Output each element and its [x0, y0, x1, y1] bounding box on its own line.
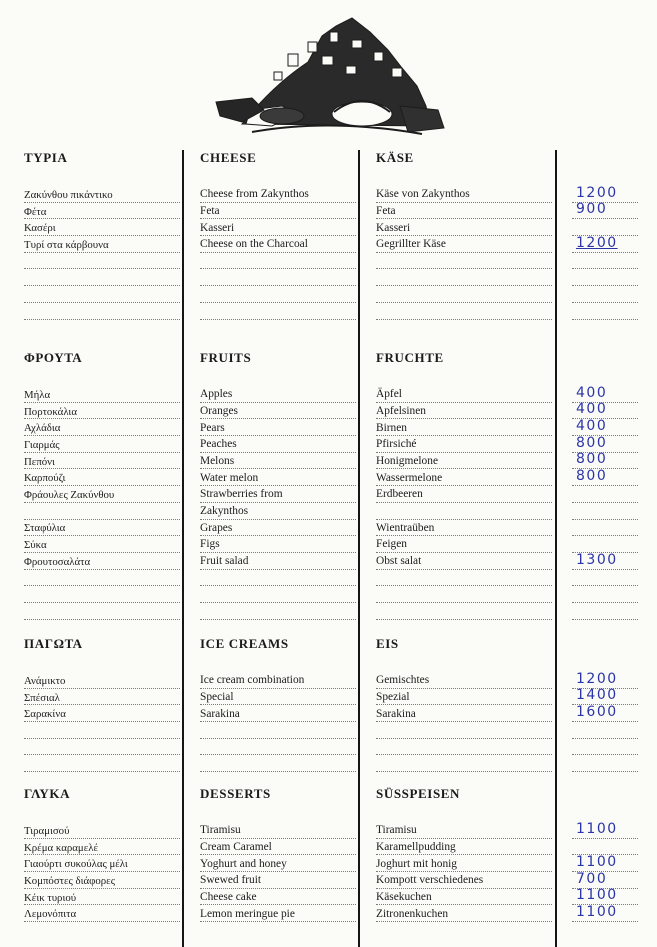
handwritten-price: 1200 — [576, 234, 618, 251]
menu-row — [376, 236, 552, 253]
item-name-english: Grapes — [200, 521, 233, 534]
menu-row — [200, 689, 356, 706]
item-name-greek: Τιραμισού — [24, 824, 70, 837]
item-name-english: Melons — [200, 455, 235, 468]
item-name-greek: Γιαούρτι συκούλας μέλι — [24, 858, 128, 871]
item-name-english: Sarakina — [200, 707, 240, 720]
item-name-german: Käse von Zakynthos — [376, 188, 470, 201]
menu-row — [572, 503, 638, 520]
item-list — [376, 672, 552, 772]
menu-row — [376, 586, 552, 603]
item-name-german: Wientraüben — [376, 521, 435, 534]
item-name-english: Ice cream combination — [200, 674, 305, 687]
menu-row — [572, 386, 638, 403]
item-name-greek: Καρπούζι — [24, 472, 66, 485]
menu-row — [24, 503, 180, 520]
handwritten-price: 700 — [576, 870, 608, 887]
menu-row — [572, 486, 638, 503]
menu-row — [572, 236, 638, 253]
menu-row — [572, 586, 638, 603]
menu-row — [572, 203, 638, 220]
menu-row — [200, 553, 356, 570]
menu-row — [572, 905, 638, 922]
icecream-heading-english: ICE CREAMS — [200, 636, 289, 651]
item-name-english: Peaches — [200, 438, 237, 451]
menu-row — [376, 436, 552, 453]
desserts-heading-german: SÜSSPEISEN — [376, 786, 461, 801]
menu-row — [376, 503, 552, 520]
menu-row — [24, 236, 180, 253]
price-column — [572, 150, 638, 947]
item-name-german: Joghurt mit honig — [376, 857, 458, 870]
item-list — [24, 386, 180, 620]
handwritten-price: 1100 — [576, 854, 618, 871]
menu-row — [572, 520, 638, 537]
icecream-heading-german: EIS — [376, 636, 399, 651]
item-name-english: Swewed fruit — [200, 874, 262, 887]
menu-row — [200, 303, 356, 320]
item-name-german: Feigen — [376, 538, 408, 551]
menu-row — [24, 253, 180, 270]
item-name-german: Feta — [376, 204, 396, 217]
menu-row — [200, 586, 356, 603]
menu-row — [200, 219, 356, 236]
menu-row — [200, 436, 356, 453]
item-list — [572, 186, 638, 320]
item-name-english: Cheese on the Charcoal — [200, 238, 308, 251]
menu-row — [376, 570, 552, 587]
item-name-german: Wassermelone — [376, 471, 443, 484]
item-list — [376, 386, 552, 620]
menu-row — [200, 755, 356, 772]
item-name-english: Apples — [200, 388, 233, 401]
item-name-greek: Πεπόνι — [24, 455, 55, 468]
menu-row — [24, 586, 180, 603]
item-name-greek: Σύκα — [24, 539, 47, 552]
menu-row — [572, 186, 638, 203]
handwritten-price: 1400 — [576, 687, 618, 704]
icecream-heading-greek: ΠΑΓΩΤΑ — [24, 636, 83, 651]
menu-row — [376, 486, 552, 503]
menu-row — [24, 905, 180, 922]
item-name-greek: Λεμονόπιτα — [24, 908, 77, 921]
item-name-greek: Φράουλες Ζακύνθου — [24, 489, 115, 502]
menu-row — [24, 889, 180, 906]
item-name-english: Water melon — [200, 471, 259, 484]
menu-row — [572, 553, 638, 570]
menu-row — [200, 469, 356, 486]
menu-row — [24, 839, 180, 856]
menu-row — [200, 536, 356, 553]
menu-row — [200, 236, 356, 253]
item-name-german: Äpfel — [376, 388, 402, 401]
item-list — [572, 822, 638, 922]
menu-row — [376, 739, 552, 756]
menu-row — [24, 219, 180, 236]
harbour-town-illustration — [212, 6, 448, 138]
menu-row — [376, 689, 552, 706]
item-name-english: Strawberries from — [200, 488, 283, 501]
menu-row — [376, 303, 552, 320]
german-column — [376, 150, 552, 947]
menu-row — [24, 269, 180, 286]
item-name-german: Obst salat — [376, 555, 422, 568]
menu-row — [376, 419, 552, 436]
menu-row — [24, 672, 180, 689]
menu-row — [376, 755, 552, 772]
fruits-heading-english: FRUITS — [200, 350, 252, 365]
menu-row — [24, 203, 180, 220]
item-name-german: Gemischtes — [376, 674, 430, 687]
item-name-greek: Ανάμικτο — [24, 674, 66, 687]
menu-row — [200, 705, 356, 722]
handwritten-price: 400 — [576, 401, 608, 418]
english-column — [200, 150, 356, 947]
menu-row — [572, 436, 638, 453]
menu-row — [24, 689, 180, 706]
menu-row — [376, 722, 552, 739]
menu-row — [200, 603, 356, 620]
item-name-greek: Ζακύνθου πικάντικο — [24, 188, 113, 201]
menu-row — [24, 520, 180, 537]
menu-row — [200, 889, 356, 906]
item-name-english: Yoghurt and honey — [200, 857, 287, 870]
menu-row — [200, 855, 356, 872]
item-list — [200, 386, 356, 620]
menu-row — [24, 722, 180, 739]
menu-row — [200, 672, 356, 689]
menu-row — [572, 286, 638, 303]
fruits-heading-greek: ΦΡΟΥΤΑ — [24, 350, 83, 365]
menu-row — [376, 705, 552, 722]
item-name-greek: Αχλάδια — [24, 422, 61, 435]
desserts-heading-english: DESSERTS — [200, 786, 271, 801]
menu-row — [376, 855, 552, 872]
item-name-greek: Γιαρμάς — [24, 438, 60, 451]
menu-row — [376, 822, 552, 839]
menu-row — [572, 672, 638, 689]
item-name-german: Honigmelone — [376, 455, 439, 468]
menu-row — [376, 219, 552, 236]
menu-row — [24, 436, 180, 453]
menu-row — [572, 603, 638, 620]
menu-row — [200, 722, 356, 739]
menu-row — [24, 570, 180, 587]
cheese-heading-english: CHEESE — [200, 150, 257, 165]
menu-row — [24, 386, 180, 403]
menu-row — [376, 403, 552, 420]
handwritten-price: 800 — [576, 451, 608, 468]
item-name-english: Lemon meringue pie — [200, 907, 295, 920]
menu-row — [200, 905, 356, 922]
column-divider — [182, 150, 184, 947]
item-list — [200, 186, 356, 320]
menu-row — [24, 705, 180, 722]
item-list — [572, 386, 638, 620]
menu-row — [200, 520, 356, 537]
menu-row — [24, 553, 180, 570]
menu-row — [24, 739, 180, 756]
item-name-greek: Πορτοκάλια — [24, 405, 77, 418]
menu-row — [24, 403, 180, 420]
menu-row — [200, 186, 356, 203]
handwritten-price: 1200 — [576, 184, 618, 201]
menu-row — [200, 269, 356, 286]
menu-row — [376, 553, 552, 570]
menu-row — [572, 403, 638, 420]
menu-row — [572, 755, 638, 772]
item-name-english: Kasseri — [200, 221, 235, 234]
cheese-heading-german: KÄSE — [376, 150, 414, 165]
menu-row — [200, 739, 356, 756]
menu-row — [24, 186, 180, 203]
menu-row — [572, 253, 638, 270]
menu-row — [572, 839, 638, 856]
item-name-german: Apfelsinen — [376, 404, 426, 417]
menu-row — [376, 839, 552, 856]
item-list — [376, 186, 552, 320]
menu-row — [24, 822, 180, 839]
menu-row — [572, 570, 638, 587]
item-name-german: Sarakina — [376, 707, 416, 720]
handwritten-price: 800 — [576, 434, 608, 451]
item-name-english: Figs — [200, 538, 220, 551]
fruits-heading-german: FRUCHTE — [376, 350, 444, 365]
item-list — [200, 672, 356, 772]
item-name-english: Pears — [200, 421, 225, 434]
item-name-german: Birnen — [376, 421, 408, 434]
menu-row — [572, 705, 638, 722]
menu-row — [572, 689, 638, 706]
menu-row — [376, 889, 552, 906]
menu-row — [200, 503, 356, 520]
menu-row — [200, 453, 356, 470]
handwritten-price: 1200 — [576, 670, 618, 687]
menu-row — [376, 269, 552, 286]
menu-row — [572, 722, 638, 739]
item-name-german: Zitronenkuchen — [376, 907, 449, 920]
item-name-german: Käsekuchen — [376, 891, 432, 904]
item-name-german: Karamellpudding — [376, 840, 456, 853]
handwritten-price: 1300 — [576, 551, 618, 568]
menu-row — [376, 453, 552, 470]
menu-row — [200, 839, 356, 856]
item-name-english: Fruit salad — [200, 555, 249, 568]
handwritten-price: 900 — [576, 201, 608, 218]
menu-row — [200, 403, 356, 420]
item-name-greek: Τυρί στα κάρβουνα — [24, 238, 109, 251]
menu-row — [24, 536, 180, 553]
menu-row — [24, 872, 180, 889]
menu-row — [24, 603, 180, 620]
item-name-english: Cheese cake — [200, 891, 257, 904]
item-name-german: Tiramisu — [376, 824, 417, 837]
menu-row — [376, 253, 552, 270]
item-list — [24, 186, 180, 320]
handwritten-price: 400 — [576, 418, 608, 435]
item-list — [572, 672, 638, 772]
column-divider — [555, 150, 557, 947]
handwritten-price: 400 — [576, 384, 608, 401]
item-name-greek: Σπέσιαλ — [24, 691, 60, 704]
item-name-german: Gegrillter Käse — [376, 238, 446, 251]
menu-row — [24, 469, 180, 486]
menu-row — [200, 419, 356, 436]
menu-row — [376, 672, 552, 689]
menu-row — [572, 855, 638, 872]
menu-row — [376, 603, 552, 620]
item-name-greek: Κασέρι — [24, 222, 56, 235]
menu-row — [24, 286, 180, 303]
item-name-german: Pfirsiché — [376, 438, 417, 451]
menu-row — [24, 453, 180, 470]
menu-row — [572, 269, 638, 286]
item-name-german: Erdbeeren — [376, 488, 423, 501]
item-name-greek: Κέικ τυριού — [24, 891, 77, 904]
item-name-english: Cheese from Zakynthos — [200, 188, 309, 201]
handwritten-price: 1100 — [576, 820, 618, 837]
item-list — [24, 822, 180, 922]
menu-row — [376, 203, 552, 220]
item-name-english: Special — [200, 690, 234, 703]
handwritten-price: 1600 — [576, 704, 618, 721]
item-name-english: Zakynthos — [200, 505, 249, 518]
menu-row — [572, 453, 638, 470]
item-list — [200, 822, 356, 922]
item-name-english: Oranges — [200, 404, 238, 417]
menu-row — [572, 469, 638, 486]
menu-row — [376, 872, 552, 889]
menu-row — [572, 872, 638, 889]
item-name-greek: Φέτα — [24, 205, 47, 218]
item-name-english: Tiramisu — [200, 824, 241, 837]
menu-row — [572, 889, 638, 906]
menu-row — [200, 386, 356, 403]
menu-row — [24, 303, 180, 320]
item-name-greek: Σταφύλια — [24, 522, 66, 535]
item-name-english: Cream Caramel — [200, 840, 272, 853]
handwritten-price: 1100 — [576, 904, 618, 921]
menu-row — [376, 186, 552, 203]
menu-row — [200, 253, 356, 270]
menu-row — [376, 905, 552, 922]
greek-column — [24, 150, 180, 947]
item-name-german: Kasseri — [376, 221, 411, 234]
column-divider — [358, 150, 360, 947]
item-name-greek: Φρουτοσαλάτα — [24, 555, 91, 568]
item-name-greek: Κρέμα καραμελέ — [24, 841, 99, 854]
menu-row — [376, 469, 552, 486]
menu-row — [200, 286, 356, 303]
item-name-greek: Κομπόστες διάφορες — [24, 874, 115, 887]
item-name-english: Feta — [200, 204, 220, 217]
cheese-heading-greek: ΤΥΡΙΑ — [24, 150, 68, 165]
menu-row — [376, 536, 552, 553]
desserts-heading-greek: ΓΛΥΚΑ — [24, 786, 71, 801]
menu-row — [200, 872, 356, 889]
menu-row — [376, 386, 552, 403]
handwritten-price: 1100 — [576, 887, 618, 904]
menu-row — [376, 520, 552, 537]
menu-row — [572, 536, 638, 553]
menu-row — [572, 419, 638, 436]
menu-row — [572, 822, 638, 839]
menu-row — [200, 203, 356, 220]
item-name-german: Spezial — [376, 690, 410, 703]
menu-row — [24, 755, 180, 772]
menu-row — [24, 855, 180, 872]
item-name-german: Kompott verschiedenes — [376, 874, 484, 887]
item-name-greek: Σαρακίνα — [24, 708, 66, 721]
menu-row — [572, 219, 638, 236]
menu-row — [572, 303, 638, 320]
item-name-greek: Μήλα — [24, 388, 51, 401]
menu-row — [24, 419, 180, 436]
menu-row — [376, 286, 552, 303]
handwritten-price: 800 — [576, 468, 608, 485]
menu-row — [572, 739, 638, 756]
menu-row — [200, 822, 356, 839]
item-list — [376, 822, 552, 922]
menu-row — [200, 570, 356, 587]
menu-row — [24, 486, 180, 503]
menu-row — [200, 486, 356, 503]
item-list — [24, 672, 180, 772]
